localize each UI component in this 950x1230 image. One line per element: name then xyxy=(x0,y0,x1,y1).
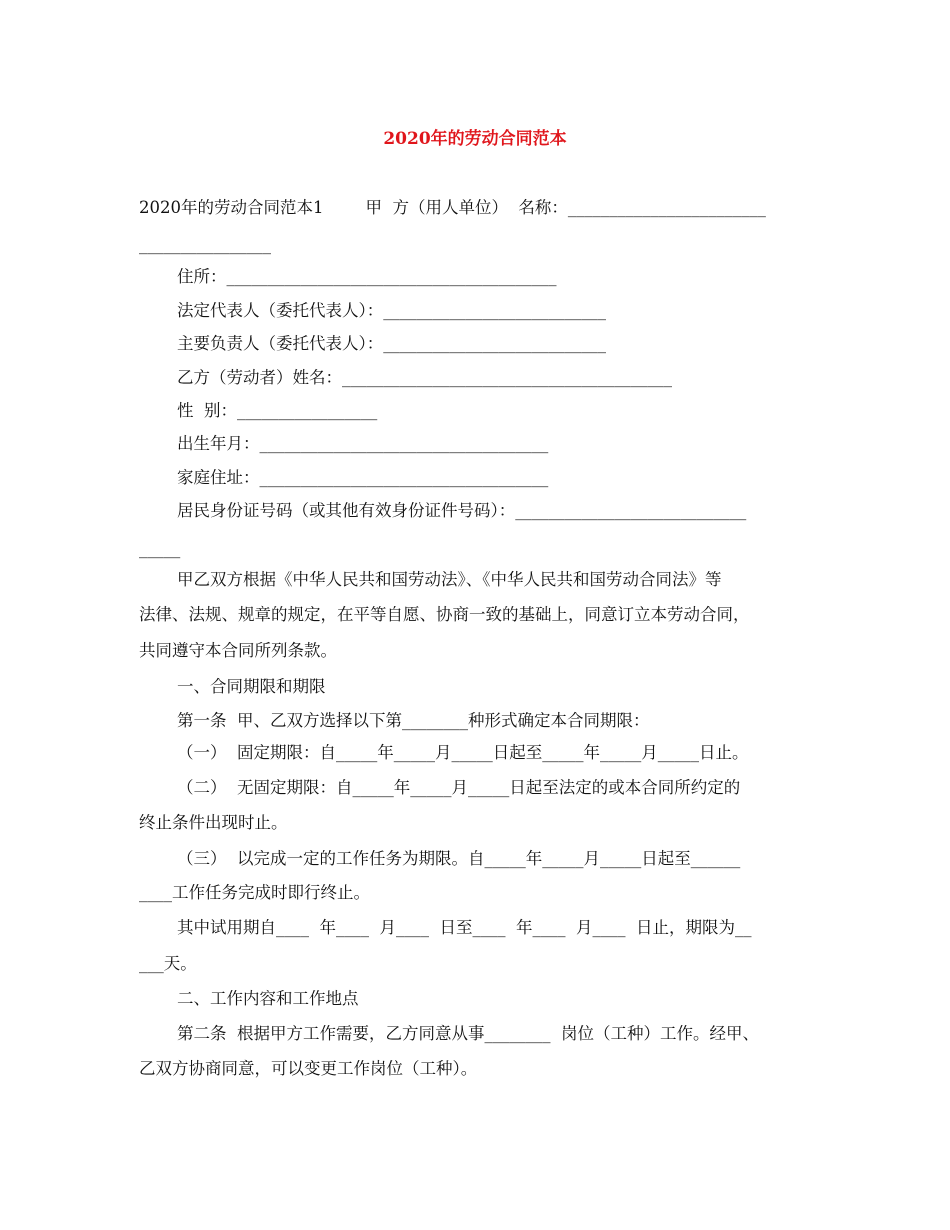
id-number-line: 居民身份证号码（或其他有效身份证件号码）：____________________________ xyxy=(177,501,747,520)
article-2-line: 第二条 根据甲方工作需要，乙方同意从事________ 岗位（工种）工作。经甲、 xyxy=(177,1024,759,1043)
home-address-line: 家庭住址：___________________________________ xyxy=(177,468,549,487)
preamble-line-3: 共同遵守本合同所列条款。 xyxy=(139,641,337,660)
party-a-name-continuation: ________________ xyxy=(139,235,271,254)
principal-responsible-line: 主要负责人（委托代表人）：___________________________ xyxy=(177,334,606,353)
fixed-term-line: （一） 固定期限：自_____年_____月_____日起至_____年_____月_____日止。 xyxy=(177,743,749,762)
preamble-line-2: 法律、法规、规章的规定，在平等自愿、协商一致的基础上，同意订立本劳动合同， xyxy=(139,605,750,624)
preamble-line-1: 甲乙双方根据《中华人民共和国劳动法》、《中华人民共和国劳动合同法》等 xyxy=(177,570,722,589)
task-term-continuation: ____工作任务完成时即行终止。 xyxy=(139,883,370,902)
section-heading-term: 一、合同期限和期限 xyxy=(177,677,326,696)
article-1-line: 第一条 甲、乙双方选择以下第________种形式确定本合同期限： xyxy=(177,711,650,730)
party-a-address-line: 住所：________________________________________ xyxy=(177,267,557,286)
section-heading-work: 二、工作内容和工作地点 xyxy=(177,989,359,1008)
task-term-line: （三） 以完成一定的工作任务为期限。自_____年_____月_____日起至______ xyxy=(177,849,741,868)
probation-line: 其中试用期自____ 年____ 月____ 日至____ 年____ 月____ 日止，期限为__ xyxy=(177,918,752,937)
id-number-continuation: _____ xyxy=(139,539,181,558)
probation-continuation: ___天。 xyxy=(139,954,197,973)
gender-line: 性 别：_________________ xyxy=(177,401,378,420)
page-title: 2020年的劳动合同范本 xyxy=(383,129,567,149)
party-b-name-line: 乙方（劳动者）姓名：________________________________________ xyxy=(177,368,672,387)
birth-date-line: 出生年月：___________________________________ xyxy=(177,434,549,453)
legal-representative-line: 法定代表人（委托代表人）：___________________________ xyxy=(177,301,606,320)
open-term-line: （二） 无固定期限：自_____年_____月_____日起至法定的或本合同所约定的 xyxy=(177,778,741,797)
party-a-name-line: 2020年的劳动合同范本1 甲 方（用人单位） 名称：________________________ xyxy=(139,198,766,217)
open-term-continuation: 终止条件出现时止。 xyxy=(139,813,288,832)
article-2-continuation: 乙双方协商同意，可以变更工作岗位（工种）。 xyxy=(139,1059,478,1078)
